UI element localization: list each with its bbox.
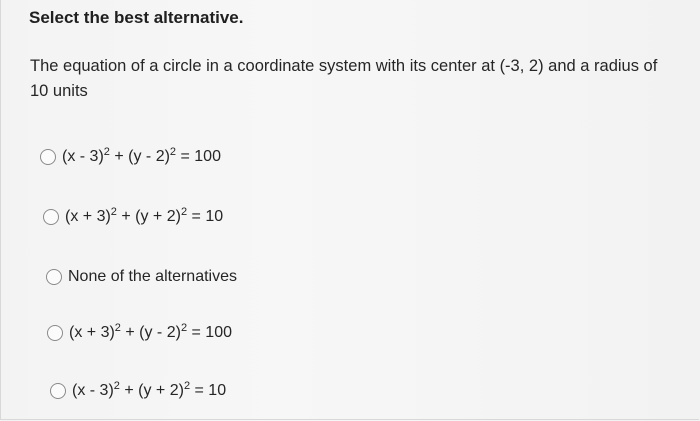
option-2-label: $(x + 3)^2 + (y + 2)^2 = 10$ <box>65 206 224 225</box>
option-5[interactable] <box>50 382 226 400</box>
option-4[interactable] <box>47 324 232 342</box>
option-4-label: $(x + 3)^2 + (y - 2)^2 = 100$ <box>69 322 232 341</box>
radio-button[interactable] <box>47 325 63 341</box>
radio-button[interactable] <box>43 209 59 225</box>
option-1-label: (x - 3)$^2$ + (y - 2)$^2$ = 100 <box>62 146 221 165</box>
question-text: The equation of a circle in a coordinate system with its center at (-3, 2) and a radius of 10 units <box>30 57 658 100</box>
radio-button[interactable] <box>40 149 56 165</box>
instruction-heading: Select the best alternative. <box>29 8 244 27</box>
option-5-label: $(x - 3)^2 + (y + 2)^2 = 10$ <box>72 380 227 399</box>
option-3[interactable] <box>46 268 237 286</box>
option-1[interactable] <box>40 148 221 166</box>
option-2[interactable] <box>43 208 223 226</box>
option-3-label: None of the alternatives <box>68 268 237 285</box>
radio-button[interactable] <box>46 269 62 285</box>
radio-button[interactable] <box>50 383 66 399</box>
